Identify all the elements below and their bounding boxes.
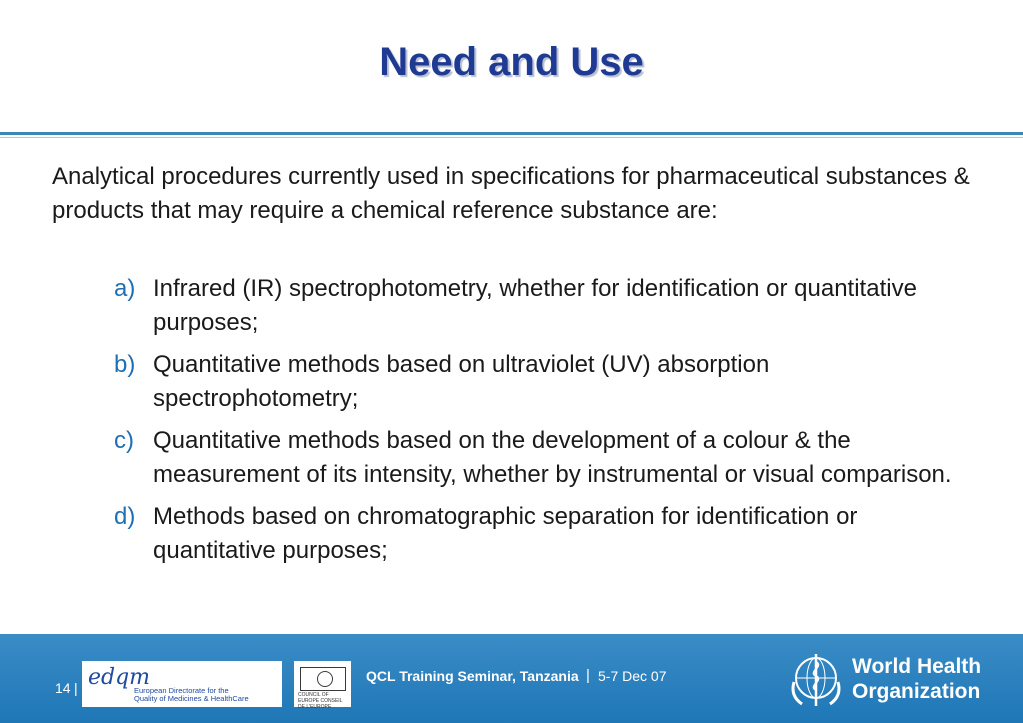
- edqm-logo: [82, 661, 282, 707]
- who-name-line2: Organization: [852, 680, 981, 703]
- list-marker: a): [114, 275, 136, 302]
- who-name: [852, 654, 981, 704]
- list-item-text: Quantitative methods based on ultraviolet (UV) absorption spectrophotometry;: [153, 351, 770, 412]
- coe-caption-right: CONSEIL DE L'EUROPE: [298, 698, 343, 710]
- event-date: 5-7 Dec 07: [598, 668, 667, 684]
- intro-paragraph: Analytical procedures currently used in specifications for pharmaceutical substances & products that may require a chemical reference substance are:: [52, 163, 970, 224]
- event-title: QCL Training Seminar, Tanzania: [366, 668, 579, 684]
- procedure-list: [114, 272, 974, 576]
- list-marker: c): [114, 427, 134, 454]
- coe-caption: [298, 692, 348, 710]
- list-item: [114, 500, 974, 568]
- edqm-subtitle: [134, 687, 249, 703]
- title-divider: [0, 132, 1023, 135]
- list-item-text: Infrared (IR) spectrophotometry, whether for identification or quantitative purposes;: [153, 275, 917, 336]
- list-marker: b): [114, 351, 136, 378]
- title-divider-thin: [0, 137, 1023, 138]
- who-name-line1: World Health: [852, 655, 982, 678]
- list-marker: d): [114, 503, 136, 530]
- council-of-europe-logo: [294, 661, 351, 710]
- coe-star-circle-icon: [317, 671, 333, 687]
- footer-bar: [0, 634, 1023, 723]
- list-item: [114, 272, 974, 340]
- page-separator: |: [74, 680, 78, 696]
- coe-caption-left: COUNCIL OF EUROPE: [298, 692, 329, 704]
- who-emblem-icon: [788, 648, 844, 710]
- list-item: [114, 424, 974, 492]
- slide-title: Need and Use: [379, 40, 644, 84]
- list-item-text: Methods based on chromatographic separation for identification or quantitative purposes;: [153, 503, 858, 564]
- page-number: 14: [55, 680, 71, 696]
- list-item: [114, 348, 974, 416]
- edqm-subtitle-line2: Quality of Medicines & HealthCare: [134, 694, 249, 703]
- edqm-logo-text: edqm: [88, 665, 151, 690]
- event-separator: |: [586, 667, 590, 684]
- edqm-subtitle-line1: European Directorate for the: [134, 686, 229, 695]
- coe-flag-icon: [300, 667, 346, 691]
- list-item-text: Quantitative methods based on the development of a colour & the measurement of its intensity, whether by instrumental or visual comparison.: [153, 427, 952, 488]
